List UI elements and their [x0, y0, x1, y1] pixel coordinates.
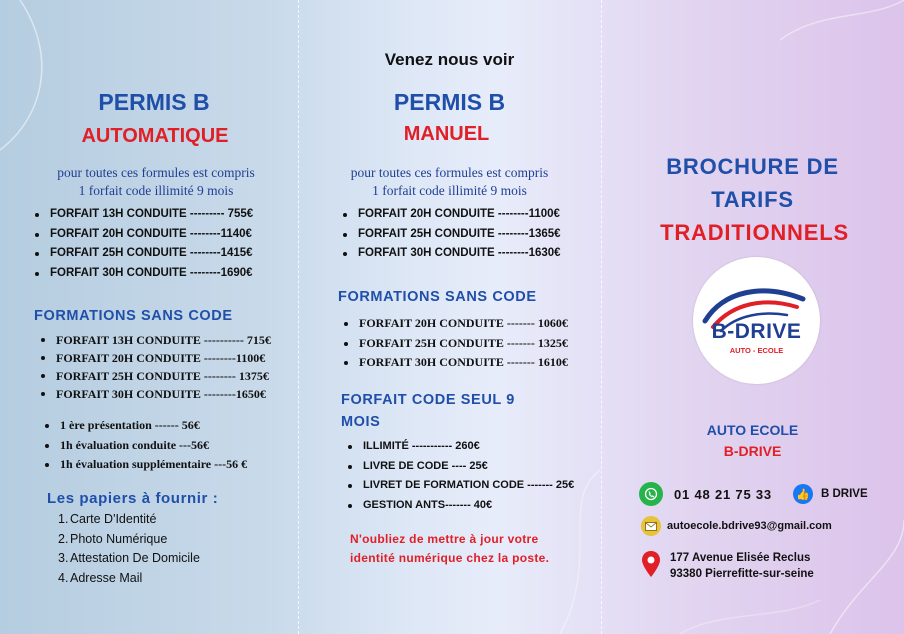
panel-automatique [0, 0, 298, 634]
sans-code-list [344, 314, 568, 373]
whatsapp-icon [639, 482, 663, 506]
code-items-list [348, 437, 574, 515]
b-drive-logo [693, 257, 820, 384]
list-item: FORFAIT 25H CONDUITE --------1415€ [35, 244, 253, 264]
list-item: GESTION ANTS------- 40€ [348, 496, 574, 516]
school-name-line1: AUTO ECOLE [706, 422, 799, 438]
code-seul-heading [341, 389, 515, 433]
code-note-line1: pour toutes ces formules est compris [57, 165, 255, 180]
permis-b-title: PERMIS B [98, 89, 210, 115]
manuel-subtitle: MANUEL [403, 123, 490, 145]
list-item: 1. Carte D'Identité [58, 512, 157, 526]
list-item: FORFAIT 30H CONDUITE --------1690€ [35, 264, 253, 284]
papiers-heading: Les papiers à fournir : [47, 490, 219, 507]
logo-brand: B-DRIVE [711, 320, 802, 343]
forfaits-list [343, 205, 561, 264]
facebook-like-icon: 👍 [793, 484, 813, 504]
phone-number[interactable]: 01 48 21 75 33 [674, 486, 772, 502]
list-item: FORFAIT 30H CONDUITE --------1650€ [41, 385, 271, 403]
list-item: FORFAIT 13H CONDUITE ---------- 715€ [41, 331, 271, 349]
location-pin-icon [641, 550, 661, 578]
venez-heading: Venez nous voir [384, 50, 515, 69]
list-item: FORFAIT 25H CONDUITE ------- 1325€ [344, 334, 568, 354]
brochure-title-line3: TRADITIONNELS [660, 220, 849, 245]
code-note-line2: 1 forfait code illimité 9 mois [78, 183, 234, 198]
panel-manuel [298, 0, 601, 634]
list-item: FORFAIT 30H CONDUITE ------- 1610€ [344, 353, 568, 373]
code-note-line2: 1 forfait code illimité 9 mois [372, 183, 527, 198]
facebook-row [793, 484, 868, 504]
list-item: 4. Adresse Mail [58, 570, 143, 585]
logo-tag: AUTO - ECOLE [729, 346, 784, 355]
address [670, 550, 814, 582]
sans-code-list [41, 331, 271, 403]
forfaits-list [35, 205, 253, 283]
address-row [641, 550, 814, 582]
brochure-title-line1: BROCHURE DE [666, 154, 839, 179]
school-name-line2: B-DRIVE [723, 443, 782, 459]
facebook-name[interactable]: B DRIVE [821, 488, 868, 500]
address-line2: 93380 Pierrefitte-sur-seine [670, 568, 814, 580]
code-note [14, 164, 298, 200]
reminder-line2: identité numérique chez la poste. [350, 551, 550, 565]
list-item: ILLIMITÉ ----------- 260€ [348, 437, 574, 457]
sans-code-heading: FORMATIONS SANS CODE [34, 308, 233, 324]
email-icon [641, 516, 661, 536]
email-address[interactable]: autoecole.bdrive93@gmail.com [667, 520, 832, 532]
code-seul-line1: FORFAIT CODE SEUL 9 [341, 392, 515, 408]
code-note [298, 164, 601, 200]
list-item: 1h évaluation conduite ---56€ [45, 436, 247, 456]
list-item: FORFAIT 20H CONDUITE --------1140€ [35, 225, 253, 245]
list-item: FORFAIT 20H CONDUITE --------1100€ [343, 205, 561, 225]
list-item: LIVRET DE FORMATION CODE ------- 25€ [348, 476, 574, 496]
brochure-title [601, 150, 904, 249]
list-item: LIVRE DE CODE ---- 25€ [348, 457, 574, 477]
reminder-note [350, 530, 549, 568]
list-item: FORFAIT 30H CONDUITE --------1630€ [343, 244, 561, 264]
school-name [601, 420, 904, 462]
list-item: 2. Photo Numérique [58, 531, 168, 546]
list-item: FORFAIT 13H CONDUITE --------- 755€ [35, 205, 253, 225]
list-item: 3. Attestation De Domicile [58, 551, 200, 565]
list-item: FORFAIT 25H CONDUITE --------1365€ [343, 225, 561, 245]
permis-b-title: PERMIS B [393, 89, 506, 115]
extras-list [45, 416, 247, 475]
papiers-list [58, 510, 200, 588]
list-item: 1h évaluation supplémentaire ---56 € [45, 455, 247, 475]
email-row [641, 516, 832, 536]
list-item: FORFAIT 20H CONDUITE ------- 1060€ [344, 314, 568, 334]
code-note-line1: pour toutes ces formules est compris [350, 165, 549, 180]
reminder-line1: N'oubliez de mettre à jour votre [350, 532, 539, 546]
list-item: FORFAIT 20H CONDUITE --------1100€ [41, 349, 271, 367]
list-item: FORFAIT 25H CONDUITE -------- 1375€ [41, 367, 271, 385]
code-seul-line2: MOIS [341, 414, 381, 430]
sans-code-heading: FORMATIONS SANS CODE [338, 289, 537, 305]
address-line1: 177 Avenue Elisée Reclus [670, 552, 811, 564]
phone-row [639, 482, 772, 506]
brochure-title-line2: TARIFS [711, 187, 794, 212]
automatique-subtitle: AUTOMATIQUE [81, 125, 229, 147]
list-item: 1 ère présentation ------ 56€ [45, 416, 247, 436]
panel-brochure [601, 0, 904, 634]
